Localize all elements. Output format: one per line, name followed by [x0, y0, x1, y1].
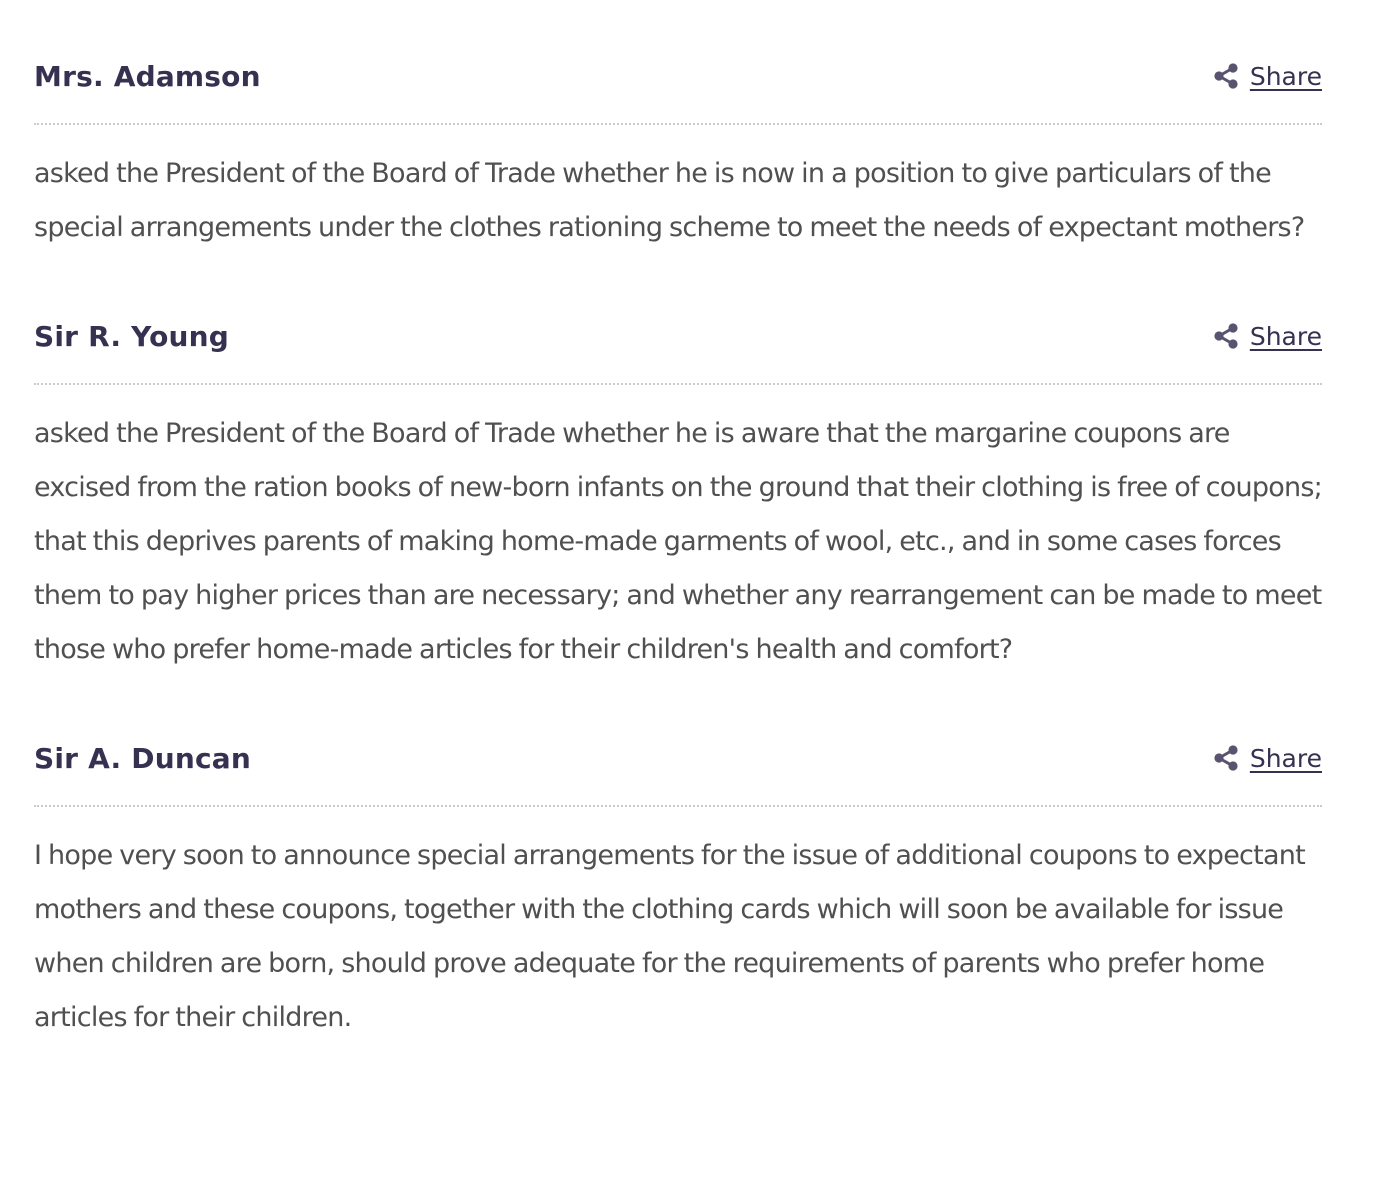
contribution-text: I hope very soon to announce special arrangements for the issue of additional coupons to expectant mothers and these coupons, together with the clothing cards which will soon be available for issue when children are born, should prove adequate for the requirements of parents who prefer home articles for their children.	[34, 840, 1305, 1033]
contribution-text: asked the President of the Board of Trade whether he is aware that the margarine coupons are excised from the ration books of new-born infants on the ground that their clothing is free of coupons; that this deprives parents of making home-made garments of wool, etc., and in some cases forces them to pay higher prices than are necessary; and whether any rearrangement can be made to meet those who prefer home-made articles for their children's health and comfort?	[34, 418, 1323, 665]
share-button[interactable]	[1212, 62, 1322, 91]
share-link[interactable]: Share	[1249, 321, 1322, 351]
share-icon	[1212, 322, 1240, 350]
contribution-header	[34, 737, 1322, 807]
debate-contributions	[34, 0, 1322, 1045]
speaker-name[interactable]: Mrs. Adamson	[34, 59, 261, 93]
contribution-text: asked the President of the Board of Trade whether he is now in a position to give particulars of the special arrangements under the clothes rationing scheme to meet the needs of expectant mothers?	[34, 158, 1305, 243]
share-link[interactable]: Share	[1249, 61, 1322, 91]
contribution-mrs-adamson	[34, 55, 1322, 255]
contribution-header	[34, 315, 1322, 385]
share-icon	[1212, 62, 1240, 90]
speaker-name[interactable]: Sir A. Duncan	[34, 741, 252, 775]
speaker-name[interactable]: Sir R. Young	[34, 319, 230, 353]
share-link[interactable]: Share	[1249, 743, 1322, 773]
share-icon	[1212, 744, 1240, 772]
share-button[interactable]	[1212, 322, 1322, 351]
contribution-sir-r-young	[34, 315, 1322, 677]
contribution-sir-a-duncan	[34, 737, 1322, 1045]
contribution-header	[34, 55, 1322, 125]
share-button[interactable]	[1212, 744, 1322, 773]
